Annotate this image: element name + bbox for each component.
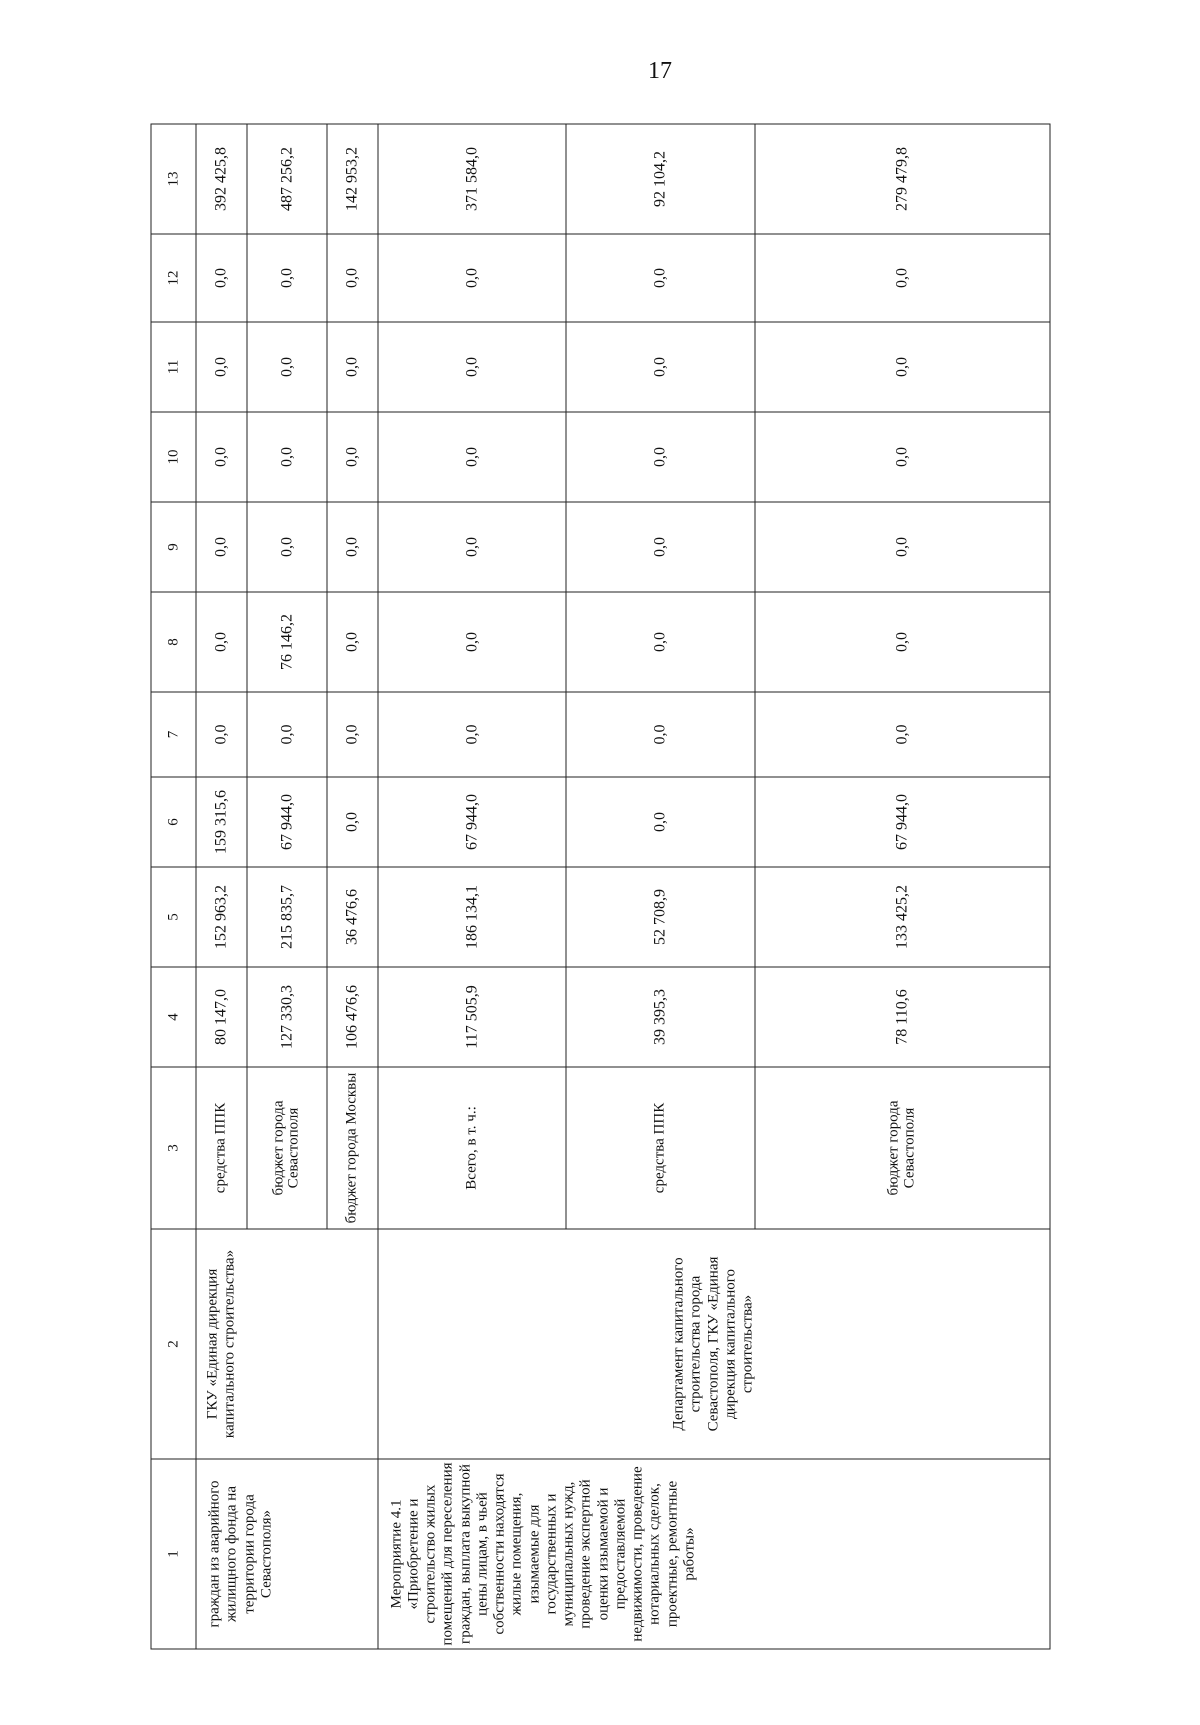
value-cell: 0,0 — [196, 234, 247, 322]
column-header: 5 — [151, 867, 196, 967]
value-cell: 0,0 — [196, 692, 247, 777]
column-header: 8 — [151, 592, 196, 692]
page-number: 17 — [648, 58, 672, 84]
table-row — [196, 124, 247, 1649]
value-cell: 0,0 — [196, 412, 247, 502]
value-cell: 67 944,0 — [378, 777, 567, 867]
value-cell: 159 315,6 — [196, 777, 247, 867]
value-cell: 152 963,2 — [196, 867, 247, 967]
value-cell: 0,0 — [755, 592, 1050, 692]
value-cell: 0,0 — [378, 322, 567, 412]
column-header: 10 — [151, 412, 196, 502]
value-cell: 0,0 — [327, 592, 378, 692]
column-header: 13 — [151, 124, 196, 234]
value-cell: 76 146,2 — [247, 592, 327, 692]
value-cell: 0,0 — [378, 412, 567, 502]
value-cell: 0,0 — [327, 502, 378, 592]
value-cell: 0,0 — [566, 234, 755, 322]
column-header: 12 — [151, 234, 196, 322]
value-cell: 0,0 — [566, 322, 755, 412]
value-cell: 67 944,0 — [247, 777, 327, 867]
column-header: 2 — [151, 1229, 196, 1459]
total-cell: 487 256,2 — [247, 124, 327, 234]
executor-cell: ГКУ «Единая дирекция капитального строительства» — [196, 1229, 378, 1459]
value-cell: 0,0 — [196, 322, 247, 412]
value-cell: 106 476,6 — [327, 967, 378, 1067]
value-cell: 215 835,7 — [247, 867, 327, 967]
value-cell: 78 110,6 — [755, 967, 1050, 1067]
column-header: 1 — [151, 1459, 196, 1649]
column-header: 4 — [151, 967, 196, 1067]
value-cell: 67 944,0 — [755, 777, 1050, 867]
value-cell: 0,0 — [755, 692, 1050, 777]
total-cell: 92 104,2 — [566, 124, 755, 234]
value-cell: 0,0 — [755, 502, 1050, 592]
executor-cell: Департамент капитального строительства города Севастополя, ГКУ «Единая дирекция капитального строительства» — [378, 1229, 1050, 1459]
value-cell: 0,0 — [566, 412, 755, 502]
value-cell: 133 425,2 — [755, 867, 1050, 967]
header-row — [151, 124, 196, 1649]
value-cell: 127 330,3 — [247, 967, 327, 1067]
value-cell: 0,0 — [566, 692, 755, 777]
total-cell: 279 479,8 — [755, 124, 1050, 234]
value-cell: 0,0 — [755, 412, 1050, 502]
value-cell: 0,0 — [247, 412, 327, 502]
activity-name-cell: граждан из аварийного жилищного фонда на территории города Севастополя» — [196, 1459, 378, 1649]
funding-source-cell: Всего, в т. ч.: — [378, 1067, 567, 1229]
total-cell: 371 584,0 — [378, 124, 567, 234]
column-header: 6 — [151, 777, 196, 867]
value-cell: 0,0 — [378, 234, 567, 322]
value-cell: 186 134,1 — [378, 867, 567, 967]
value-cell: 0,0 — [327, 692, 378, 777]
value-cell: 0,0 — [247, 322, 327, 412]
value-cell: 0,0 — [247, 234, 327, 322]
value-cell: 36 476,6 — [327, 867, 378, 967]
value-cell: 80 147,0 — [196, 967, 247, 1067]
column-header: 11 — [151, 322, 196, 412]
value-cell: 117 505,9 — [378, 967, 567, 1067]
funding-source-cell: бюджет города Москвы — [327, 1067, 378, 1229]
column-header: 3 — [151, 1067, 196, 1229]
total-cell: 142 953,2 — [327, 124, 378, 234]
funding-source-cell: бюджет города Севастополя — [755, 1067, 1050, 1229]
value-cell: 0,0 — [566, 777, 755, 867]
total-cell: 392 425,8 — [196, 124, 247, 234]
funding-source-cell: средства ППК — [196, 1067, 247, 1229]
rotated-table-container — [151, 125, 1051, 1650]
value-cell: 0,0 — [196, 592, 247, 692]
value-cell: 0,0 — [247, 502, 327, 592]
activity-name-cell: Мероприятие 4.1 «Приобретение и строительство жилых помещений для переселения граждан, выплата выкупной цены лицам, в чьей собственности находятся жилые помещения, изымаемые для государственных и муниципальных нужд, проведение экспертной оценки изымаемой и предоставляемой недвижимости, проведение нотариальных сделок, проектные, ремонтные работы» — [378, 1459, 1050, 1649]
value-cell: 0,0 — [327, 322, 378, 412]
funding-source-cell: средства ППК — [566, 1067, 755, 1229]
value-cell: 0,0 — [327, 234, 378, 322]
value-cell: 0,0 — [327, 412, 378, 502]
value-cell: 0,0 — [566, 502, 755, 592]
table-row — [378, 124, 567, 1649]
value-cell: 0,0 — [196, 502, 247, 592]
column-header: 7 — [151, 692, 196, 777]
value-cell: 0,0 — [755, 322, 1050, 412]
value-cell: 52 708,9 — [566, 867, 755, 967]
column-header: 9 — [151, 502, 196, 592]
value-cell: 0,0 — [378, 502, 567, 592]
value-cell: 0,0 — [247, 692, 327, 777]
financing-table — [151, 124, 1051, 1650]
value-cell: 39 395,3 — [566, 967, 755, 1067]
value-cell: 0,0 — [378, 592, 567, 692]
value-cell: 0,0 — [755, 234, 1050, 322]
funding-source-cell: бюджет города Севастополя — [247, 1067, 327, 1229]
value-cell: 0,0 — [566, 592, 755, 692]
value-cell: 0,0 — [378, 692, 567, 777]
value-cell: 0,0 — [327, 777, 378, 867]
